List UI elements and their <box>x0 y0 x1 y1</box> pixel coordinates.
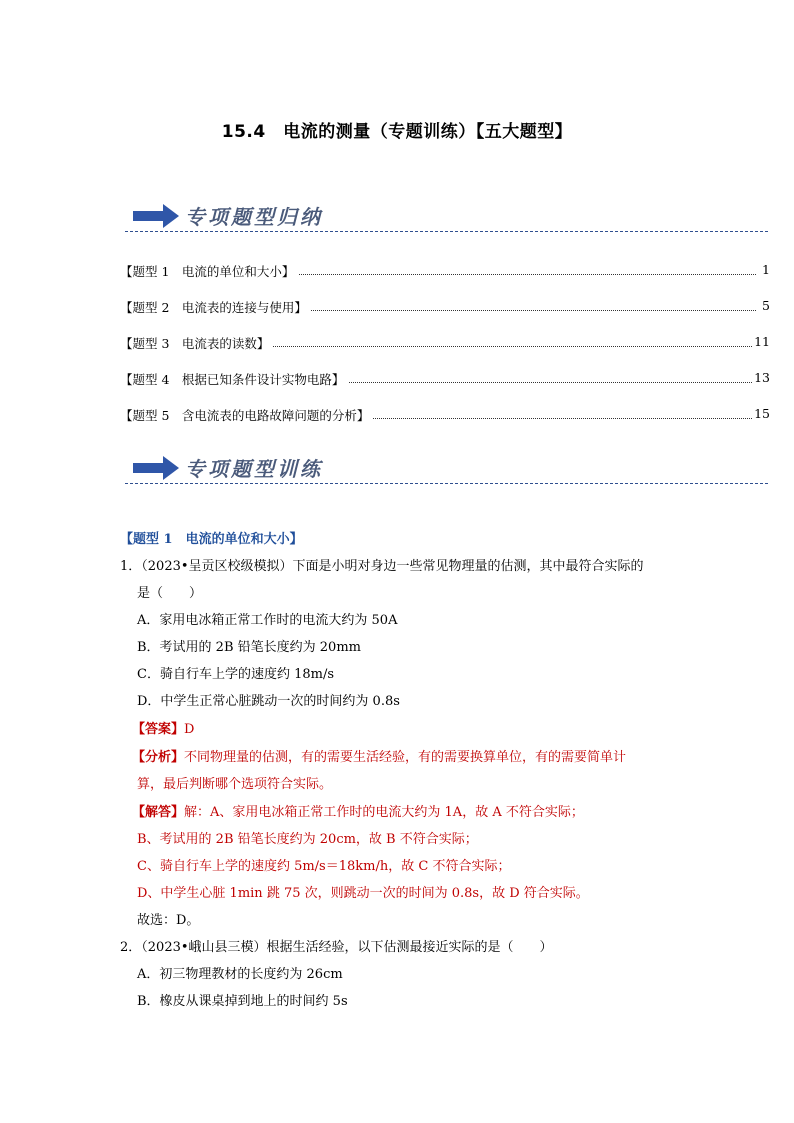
analysis: 【分析】不同物理量的估测，有的需要生活经验，有的需要换算单位，有的需要简单计 <box>132 750 627 765</box>
answer: 【答案】D <box>132 722 195 737</box>
toc-item-3[interactable]: 【题型 3 电流表的读数】 11 <box>120 334 770 351</box>
option-b: B．考试用的 2B 铅笔长度约为 20mm <box>137 640 361 655</box>
section-header-summary <box>125 200 768 232</box>
option-a: A．初三物理教材的长度约为 26cm <box>137 967 343 982</box>
toc-item-2[interactable]: 【题型 2 电流表的连接与使用】 5 <box>120 298 770 315</box>
section-label: 专项题型归纳 <box>185 205 323 229</box>
dashed-divider <box>125 231 768 232</box>
solution-conclusion: 故选：D。 <box>137 913 200 928</box>
toc-item-4[interactable]: 【题型 4 根据已知条件设计实物电路】 13 <box>120 370 770 387</box>
option-d: D．中学生正常心脏跳动一次的时间约为 0.8s <box>137 694 400 709</box>
option-a: A．家用电冰箱正常工作时的电流大约为 50A <box>137 613 398 628</box>
solution-line: D、中学生心脏 1min 跳 75 次，则跳动一次的时间为 0.8s，故 D 符合实际。 <box>137 886 589 901</box>
solution-line: C、骑自行车上学的速度约 5m/s＝18km/h，故 C 不符合实际； <box>137 859 511 874</box>
section-label: 专项题型训练 <box>185 457 323 481</box>
option-b: B．橡皮从课桌掉到地上的时间约 5s <box>137 994 348 1009</box>
question-stem: 是（ ） <box>137 586 203 601</box>
toc-item-5[interactable]: 【题型 5 含电流表的电路故障问题的分析】 15 <box>120 406 770 423</box>
solution: 【解答】解：A、家用电冰箱正常工作时的电流大约为 1A，故 A 不符合实际； <box>132 805 584 820</box>
analysis-cont: 算，最后判断哪个选项符合实际。 <box>137 777 333 792</box>
section-header-training <box>125 452 768 484</box>
solution-line: B、考试用的 2B 铅笔长度约为 20cm，故 B 不符合实际； <box>137 832 478 847</box>
arrow-right-icon <box>133 204 179 228</box>
option-c: C．骑自行车上学的速度约 18m/s <box>137 667 334 682</box>
arrow-right-icon <box>133 456 179 480</box>
toc-item-1[interactable]: 【题型 1 电流的单位和大小】 1 <box>120 262 770 279</box>
type-heading: 【题型 1 电流的单位和大小】 <box>120 532 303 547</box>
question-stem: 1．（2023•呈贡区校级模拟）下面是小明对身边一些常见物理量的估测，其中最符合实际的 <box>120 559 644 574</box>
question-stem: 2．（2023•峨山县三模）根据生活经验，以下估测最接近实际的是（ ） <box>120 940 553 955</box>
dashed-divider <box>125 483 768 484</box>
page-title: 15.4 电流的测量（专题训练）【五大题型】 <box>221 122 573 142</box>
